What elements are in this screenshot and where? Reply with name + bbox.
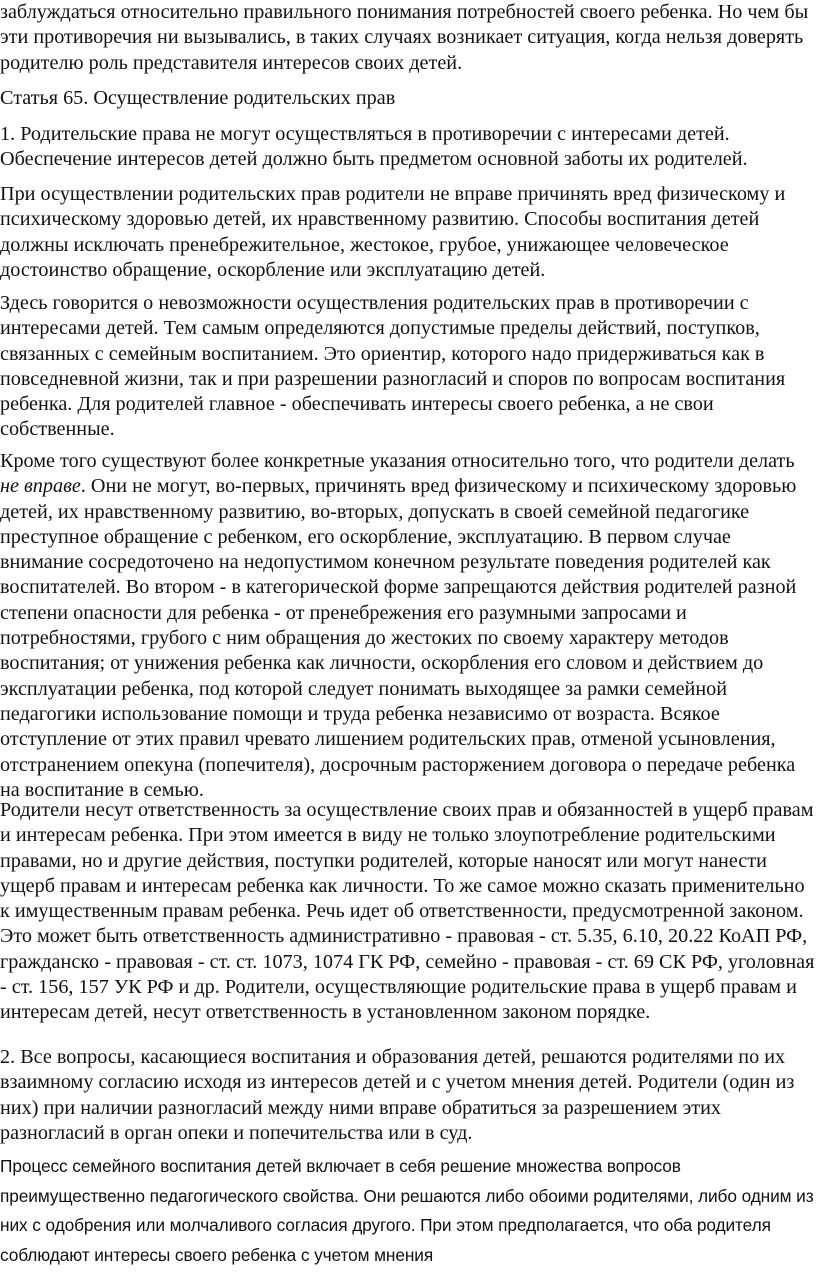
paragraph-restrictions: При осуществлении родительских прав родители не вправе причинять вред физическому и психическому здоровью детей, их нравственному развитию. Способы воспитания детей должны исключать пренебрежительное, жестокое, грубое, унижающее человеческое достоинство обращение, оскорбление или эксплуатацию детей. [0, 183, 786, 281]
paragraph-specific-guidance [0, 449, 816, 803]
paragraph-intro: заблуждаться относительно правильного понимания потребностей своего ребенка. Но чем бы эти противоречия ни вызывались, в таких случаях возникает ситуация, когда нельзя доверять родителю роль представителя интересов своих детей. [0, 1, 809, 74]
paragraph-clause-2: 2. Все вопросы, касающиеся воспитания и образования детей, решаются родителями по их взаимному согласию исходя из интересов детей и с учетом мнения детей. Родители (один из них) при наличии разногласий между ними вправе обратиться за разрешением этих разногласий в орган опеки и попечительства или в суд. [0, 1046, 795, 1144]
paragraph-specific-guidance-start: Кроме того существуют более конкретные указания относительно того, что родители делать [0, 450, 795, 472]
article-heading: Статья 65. Осуществление родительских прав [0, 87, 396, 109]
paragraph-commentary: Здесь говорится о невозможности осуществления родительских прав в противоречии с интересами детей. Тем самым определяются допустимые пределы действий, поступков, связанных с семейным воспитанием. Это ориентир, которого надо придерживаться как в повседневной жизни, так и при разрешении разногласий и споров по вопросам воспитания ребенка. Для родителей главное - обеспечивать интересы своего ребенка, а не свои собственные. [0, 292, 786, 441]
paragraph-specific-guidance-rest: . Они не могут, во-первых, причинять вред физическому и психическому здоровью детей, их нравственному развитию, во-вторых, допускать в своей семейной педагогике преступное обращение с ребенком, его оскорбление, эксплуатацию. В первом случае внимание сосредоточено на недопустимом конечном результате поведения родителей как воспитателей. Во втором - в категорической форме запрещаются действия родителей разной степени опасности для ребенка - от пренебрежения его разумными запросами и потребностями, грубого с ним обращения до жестоких по своему характеру методов воспитания; от унижения ребенка как личности, оскорбления его словом и действием до эксплуатации ребенка, под которой следует понимать выходящее за рамки семейной педагогики использование помощи и труда ребенка независимо от возраста. Всякое отступление от этих правил чревато лишением родительских прав, отменой усыновления, отстранением опекуна (попечителя), досрочным расторжением договора о передаче ребенка на воспитание в семью. [0, 475, 797, 801]
emphasis-not-entitled: не вправе [0, 475, 81, 498]
paragraph-clause-1: 1. Родительские права не могут осуществляться в противоречии с интересами детей. Обеспечение интересов детей должно быть предметом основной заботы их родителей. [0, 123, 748, 171]
paragraph-family-upbringing: Процесс семейного воспитания детей включает в себя решение множества вопросов преимущественно педагогического свойства. Они решаются либо обоими родителями, либо одним из них с одобрения или молчаливого согласия другого. При этом предполагается, что оба родителя соблюдают интересы своего ребенка с учетом мнения [0, 1156, 814, 1265]
paragraph-responsibility: Родители несут ответственность за осуществление своих прав и обязанностей в ущерб правам и интересам ребенка. При этом имеется в виду не только злоупотребление родительскими правами, но и другие действия, поступки родителей, которые наносят или могут нанести ущерб правам и интересам ребенка как личности. То же самое можно сказать применительно к имущественным правам ребенка. Речь идет об ответственности, предусмотренной законом. Это может быть ответственность административно - правовая - ст. 5.35, 6.10, 20.22 КоАП РФ, гражданско - правовая - ст. ст. 1073, 1074 ГК РФ, семейно - правовая - ст. 69 СК РФ, уголовная - ст. 156, 157 УК РФ и др. Родители, осуществляющие родительские права в ущерб правам и интересам детей, несут ответственность в установленном законом порядке. [0, 799, 815, 1024]
